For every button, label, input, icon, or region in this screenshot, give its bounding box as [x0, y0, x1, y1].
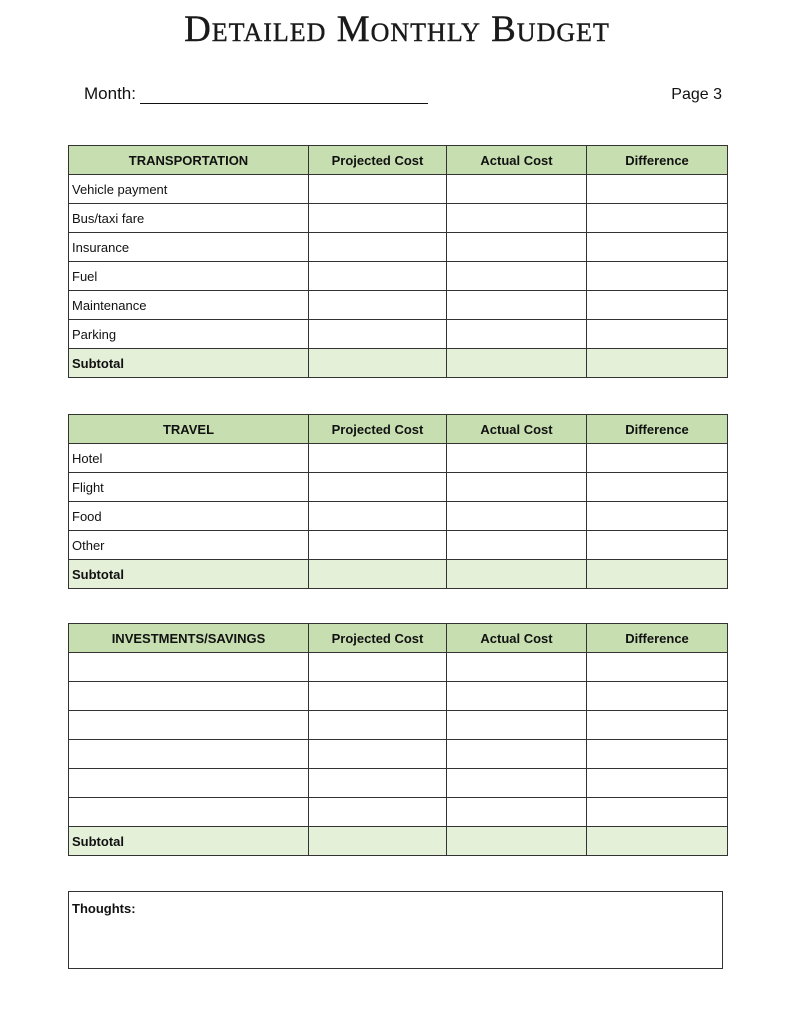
row-label[interactable] [69, 740, 309, 769]
budget-table-travel [68, 414, 728, 589]
table-row [69, 444, 728, 473]
page-number: Page 3 [671, 86, 722, 103]
row-label[interactable] [69, 682, 309, 711]
table-row [69, 204, 728, 233]
month-label: Month: [84, 84, 136, 103]
actual-cost-cell[interactable] [447, 320, 587, 349]
table-row [69, 769, 728, 798]
budget-table-transportation [68, 145, 728, 378]
table-row [69, 798, 728, 827]
actual-cost-cell[interactable] [447, 798, 587, 827]
actual-cost-cell[interactable] [447, 233, 587, 262]
column-header: Actual Cost [447, 624, 587, 653]
projected-cost-cell[interactable] [309, 740, 447, 769]
projected-cost-cell[interactable] [309, 560, 447, 589]
table-row [69, 473, 728, 502]
difference-cell[interactable] [587, 204, 728, 233]
projected-cost-cell[interactable] [309, 798, 447, 827]
table-row [69, 740, 728, 769]
difference-cell[interactable] [587, 740, 728, 769]
row-label: Hotel [69, 444, 309, 473]
difference-cell[interactable] [587, 653, 728, 682]
section-heading: TRAVEL [69, 415, 309, 444]
projected-cost-cell[interactable] [309, 175, 447, 204]
actual-cost-cell[interactable] [447, 531, 587, 560]
actual-cost-cell[interactable] [447, 204, 587, 233]
column-header: Difference [587, 624, 728, 653]
difference-cell[interactable] [587, 444, 728, 473]
column-header: Actual Cost [447, 146, 587, 175]
row-label: Vehicle payment [69, 175, 309, 204]
page-title: Detailed Monthly Budget [184, 9, 610, 50]
row-label[interactable] [69, 653, 309, 682]
projected-cost-cell[interactable] [309, 711, 447, 740]
projected-cost-cell[interactable] [309, 262, 447, 291]
table-row [69, 653, 728, 682]
projected-cost-cell[interactable] [309, 349, 447, 378]
difference-cell[interactable] [587, 827, 728, 856]
difference-cell[interactable] [587, 560, 728, 589]
section-heading: INVESTMENTS/SAVINGS [69, 624, 309, 653]
table-header-row [69, 146, 728, 175]
difference-cell[interactable] [587, 531, 728, 560]
row-label: Fuel [69, 262, 309, 291]
projected-cost-cell[interactable] [309, 204, 447, 233]
projected-cost-cell[interactable] [309, 769, 447, 798]
actual-cost-cell[interactable] [447, 682, 587, 711]
actual-cost-cell[interactable] [447, 711, 587, 740]
difference-cell[interactable] [587, 262, 728, 291]
difference-cell[interactable] [587, 502, 728, 531]
column-header: Projected Cost [309, 624, 447, 653]
thoughts-label: Thoughts: [72, 901, 136, 916]
column-header: Actual Cost [447, 415, 587, 444]
row-label[interactable] [69, 711, 309, 740]
actual-cost-cell[interactable] [447, 560, 587, 589]
difference-cell[interactable] [587, 320, 728, 349]
row-label: Bus/taxi fare [69, 204, 309, 233]
row-label: Flight [69, 473, 309, 502]
section-heading: TRANSPORTATION [69, 146, 309, 175]
actual-cost-cell[interactable] [447, 175, 587, 204]
subtotal-row [69, 560, 728, 589]
column-header: Difference [587, 146, 728, 175]
row-label: Maintenance [69, 291, 309, 320]
table-row [69, 682, 728, 711]
difference-cell[interactable] [587, 291, 728, 320]
subtotal-label: Subtotal [69, 349, 309, 378]
projected-cost-cell[interactable] [309, 473, 447, 502]
difference-cell[interactable] [587, 473, 728, 502]
month-blank-line[interactable] [140, 85, 428, 104]
actual-cost-cell[interactable] [447, 769, 587, 798]
actual-cost-cell[interactable] [447, 349, 587, 378]
table-row [69, 291, 728, 320]
projected-cost-cell[interactable] [309, 291, 447, 320]
projected-cost-cell[interactable] [309, 682, 447, 711]
thoughts-box[interactable] [68, 891, 723, 969]
table-row [69, 320, 728, 349]
table-row [69, 175, 728, 204]
budget-table-investments-savings [68, 623, 728, 856]
actual-cost-cell[interactable] [447, 444, 587, 473]
projected-cost-cell[interactable] [309, 827, 447, 856]
column-header: Difference [587, 415, 728, 444]
table-row [69, 502, 728, 531]
row-label: Food [69, 502, 309, 531]
difference-cell[interactable] [587, 711, 728, 740]
projected-cost-cell[interactable] [309, 653, 447, 682]
month-field[interactable] [84, 84, 428, 104]
subtotal-label: Subtotal [69, 560, 309, 589]
subtotal-row [69, 827, 728, 856]
row-label[interactable] [69, 769, 309, 798]
projected-cost-cell[interactable] [309, 233, 447, 262]
table-row [69, 262, 728, 291]
row-label: Insurance [69, 233, 309, 262]
table-row [69, 711, 728, 740]
table-header-row [69, 415, 728, 444]
difference-cell[interactable] [587, 349, 728, 378]
subtotal-label: Subtotal [69, 827, 309, 856]
difference-cell[interactable] [587, 233, 728, 262]
difference-cell[interactable] [587, 769, 728, 798]
actual-cost-cell[interactable] [447, 740, 587, 769]
difference-cell[interactable] [587, 682, 728, 711]
projected-cost-cell[interactable] [309, 502, 447, 531]
table-row [69, 531, 728, 560]
row-label: Parking [69, 320, 309, 349]
actual-cost-cell[interactable] [447, 291, 587, 320]
table-row [69, 233, 728, 262]
difference-cell[interactable] [587, 798, 728, 827]
table-header-row [69, 624, 728, 653]
actual-cost-cell[interactable] [447, 502, 587, 531]
actual-cost-cell[interactable] [447, 473, 587, 502]
actual-cost-cell[interactable] [447, 827, 587, 856]
subtotal-row [69, 349, 728, 378]
row-label[interactable] [69, 798, 309, 827]
projected-cost-cell[interactable] [309, 320, 447, 349]
actual-cost-cell[interactable] [447, 653, 587, 682]
actual-cost-cell[interactable] [447, 262, 587, 291]
difference-cell[interactable] [587, 175, 728, 204]
projected-cost-cell[interactable] [309, 531, 447, 560]
row-label: Other [69, 531, 309, 560]
projected-cost-cell[interactable] [309, 444, 447, 473]
column-header: Projected Cost [309, 415, 447, 444]
column-header: Projected Cost [309, 146, 447, 175]
